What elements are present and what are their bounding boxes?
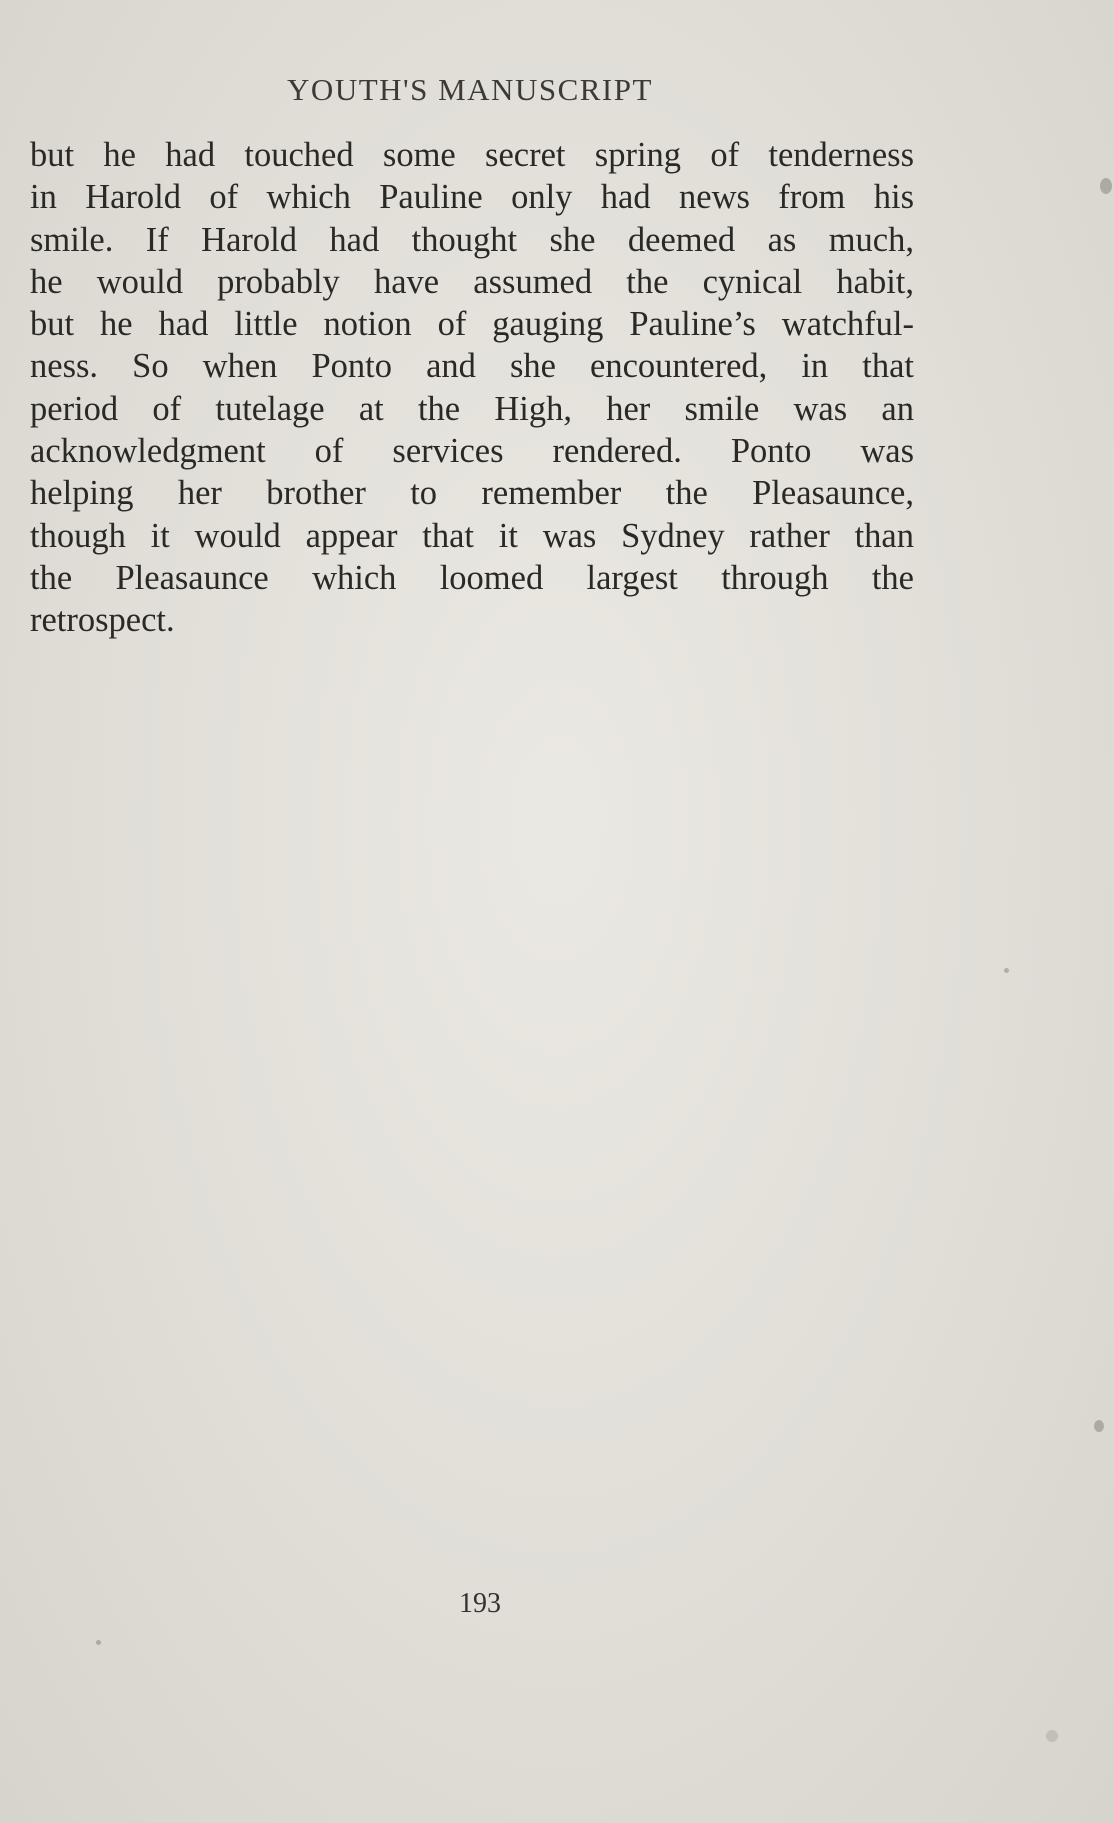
text-line: ness. So when Ponto and she encountered, in that bbox=[30, 347, 914, 386]
paper-speck bbox=[1100, 178, 1112, 194]
text-line: in Harold of which Pauline only had news from his bbox=[30, 178, 914, 217]
page-number: 193 bbox=[459, 1588, 501, 1619]
text-line: but he had touched some secret spring of tenderness bbox=[30, 136, 914, 174]
text-line: acknowledgment of services rendered. Ponto was bbox=[30, 432, 914, 471]
text-line: helping her brother to remember the Pleasaunce, bbox=[30, 474, 914, 513]
paper-speck bbox=[96, 1640, 101, 1645]
paper-speck bbox=[1094, 1420, 1104, 1432]
text-line: the Pleasaunce which loomed largest through the bbox=[30, 558, 914, 597]
body-paragraph bbox=[30, 134, 914, 642]
text-line: retrospect. bbox=[30, 601, 175, 640]
text-line: smile. If Harold had thought she deemed as much, bbox=[30, 220, 914, 259]
text-line: he would probably have assumed the cynical habit, bbox=[30, 262, 914, 301]
text-line: though it would appear that it was Sydney rather than bbox=[30, 516, 914, 555]
text-line: but he had little notion of gauging Pauline’s watchful- bbox=[30, 305, 914, 344]
running-head: YOUTH'S MANUSCRIPT bbox=[287, 72, 653, 107]
text-line: period of tutelage at the High, her smile was an bbox=[30, 389, 914, 428]
paper-speck bbox=[1046, 1730, 1058, 1742]
paper-speck bbox=[1004, 968, 1009, 973]
